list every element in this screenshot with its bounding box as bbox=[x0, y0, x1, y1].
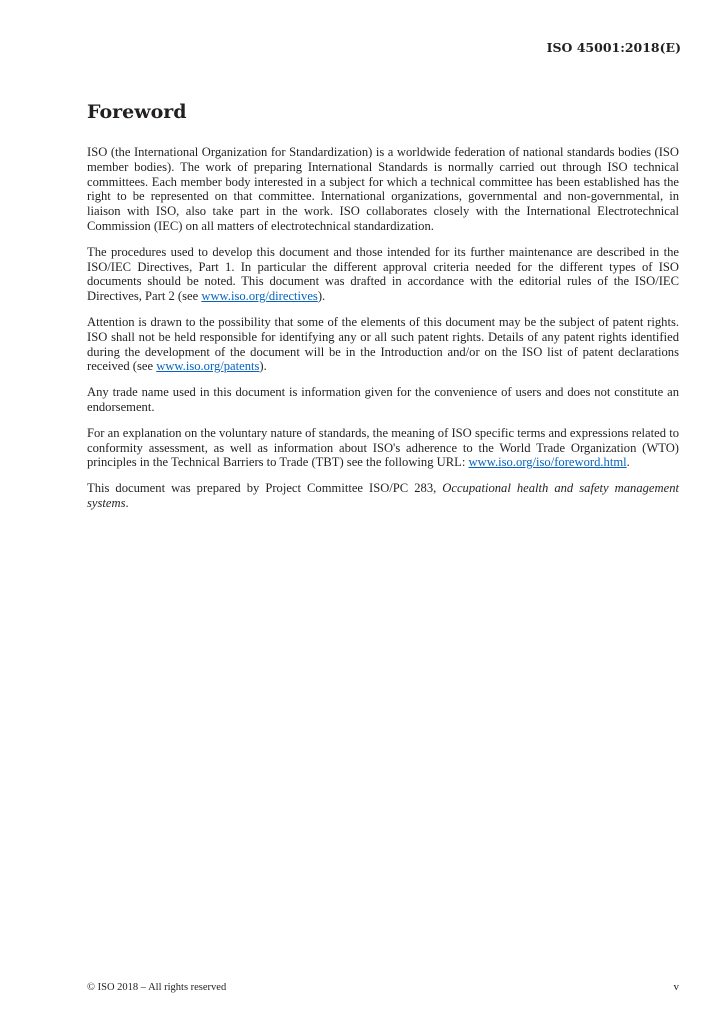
paragraph-iso-intro bbox=[87, 145, 679, 234]
paragraph-procedures bbox=[87, 245, 679, 304]
paragraph-text: . bbox=[626, 455, 630, 470]
copyright-notice: © ISO 2018 – All rights reserved bbox=[87, 982, 227, 993]
paragraph-text: ). bbox=[317, 289, 326, 304]
paragraph-text: This document was prepared by Project Committee ISO/PC 283, bbox=[87, 481, 443, 496]
directives-link[interactable]: www.iso.org/directives bbox=[201, 289, 318, 304]
paragraph-text: ). bbox=[259, 359, 267, 374]
paragraph-committee bbox=[87, 481, 679, 511]
paragraph-text: For an explanation on the voluntary nature of standards, the meaning of ISO specific terms and expressions related to conformity assessment, as well as information about ISO's adherence to the World Trade Organization (WTO) principles in the Technical Barriers to Trade (TBT) see the following URL: bbox=[87, 425, 679, 470]
foreword-link[interactable]: www.iso.org/iso/foreword.html bbox=[468, 455, 627, 470]
foreword-body bbox=[87, 145, 679, 522]
paragraph-text: . bbox=[125, 495, 129, 510]
document-code: ISO 45001:2018(E) bbox=[546, 40, 681, 55]
paragraph-text: Attention is drawn to the possibility that some of the elements of this document may be the subject of patent rights. ISO shall not be held responsible for identifying any or all such patent rights. Details of any patent rights identified during the development of the document will be in the Introduction and/or on the ISO list of patent declarations received (see bbox=[87, 314, 679, 374]
paragraph-trade-name bbox=[87, 385, 679, 415]
page-number: v bbox=[673, 981, 679, 993]
paragraph-patents bbox=[87, 315, 679, 374]
committee-title: Occupational health and safety management systems bbox=[87, 481, 679, 510]
paragraph-text: ISO (the International Organization for Standardization) is a worldwide federation of national standards bodies (ISO member bodies). The work of preparing International Standards is normally carried out through ISO technical committees. Each member body interested in a subject for which a technical committee has been established has the right to be represented on that committee. International organizations, governmental and non-governmental, in liaison with ISO, also take part in the work. ISO collaborates closely with the International Electrotechnical Commission (IEC) on all matters of electrotechnical standardization. bbox=[87, 145, 679, 233]
patents-link[interactable]: www.iso.org/patents bbox=[156, 359, 260, 374]
paragraph-text: Any trade name used in this document is information given for the convenience of users and does not constitute an endorsement. bbox=[87, 385, 679, 414]
paragraph-text: The procedures used to develop this document and those intended for its further maintenance are described in the ISO/IEC Directives, Part 1. In particular the different approval criteria needed for the different types of ISO documents should be noted. This document was drafted in accordance with the editorial rules of the ISO/IEC Directives, Part 2 (see bbox=[87, 244, 679, 304]
page-title: Foreword bbox=[87, 101, 187, 123]
paragraph-voluntary-nature bbox=[87, 426, 679, 470]
